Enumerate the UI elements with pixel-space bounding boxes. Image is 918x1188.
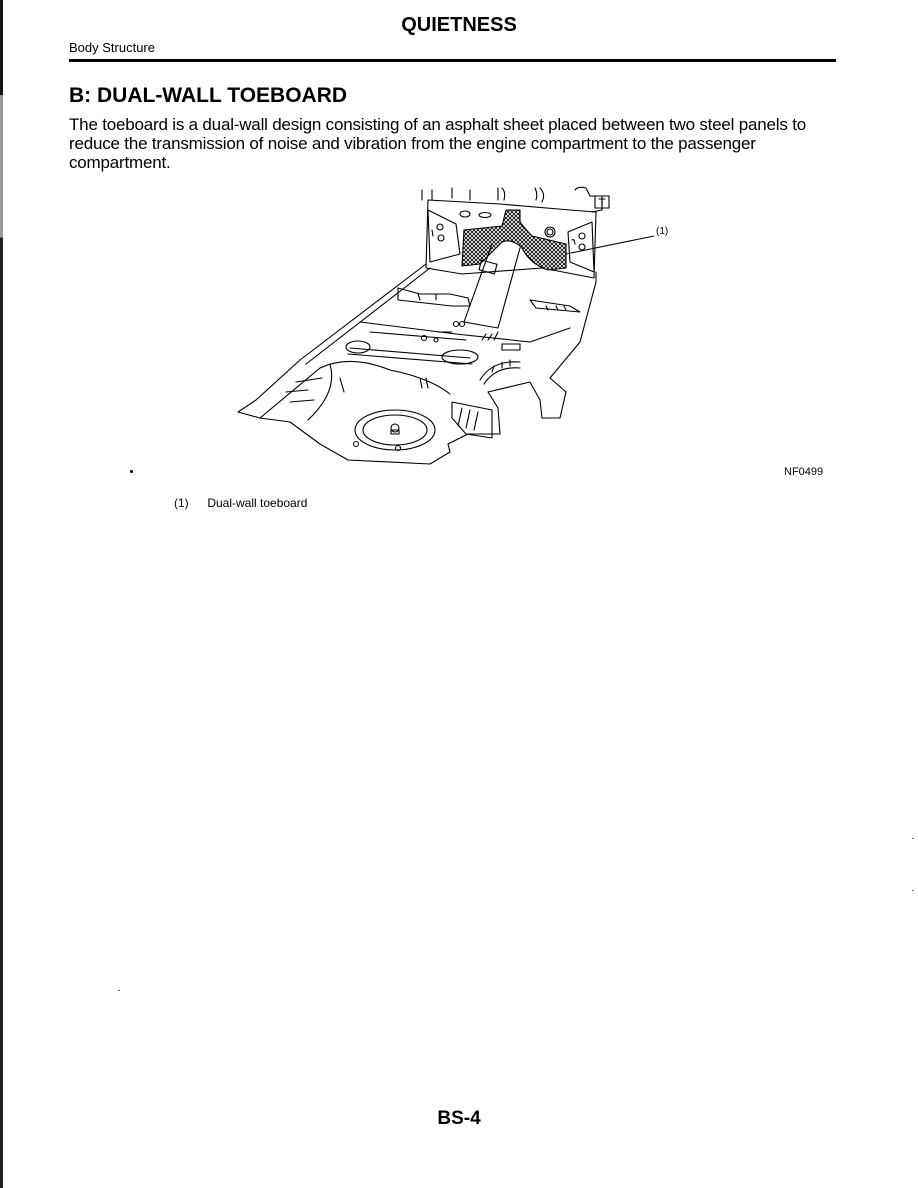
scan-speck xyxy=(118,990,120,991)
scan-speck xyxy=(912,838,914,839)
figure-legend xyxy=(174,496,307,510)
subheading: B: DUAL-WALL TOEBOARD xyxy=(69,84,348,107)
running-head: Body Structure xyxy=(69,40,155,55)
section-title: QUIETNESS xyxy=(401,14,517,36)
floor-pan-figure xyxy=(230,182,690,472)
callout-label: (1) xyxy=(656,226,669,237)
figure-code: NF0499 xyxy=(784,466,824,478)
legend-label: Dual-wall toeboard xyxy=(207,496,308,510)
body-paragraph: The toeboard is a dual-wall design consisting of an asphalt sheet placed between two steel panels to reduce the transmission of noise and vibration from the engine compartment to the passenger compartment. xyxy=(69,115,806,172)
header-rule xyxy=(69,59,836,62)
floor-pan-illustration-icon xyxy=(230,182,690,472)
scan-speck xyxy=(912,890,914,891)
legend-number: (1) xyxy=(174,496,189,510)
scan-edge xyxy=(0,0,3,1188)
figure-marker-dot xyxy=(130,470,133,473)
page-number: BS-4 xyxy=(437,1108,481,1129)
